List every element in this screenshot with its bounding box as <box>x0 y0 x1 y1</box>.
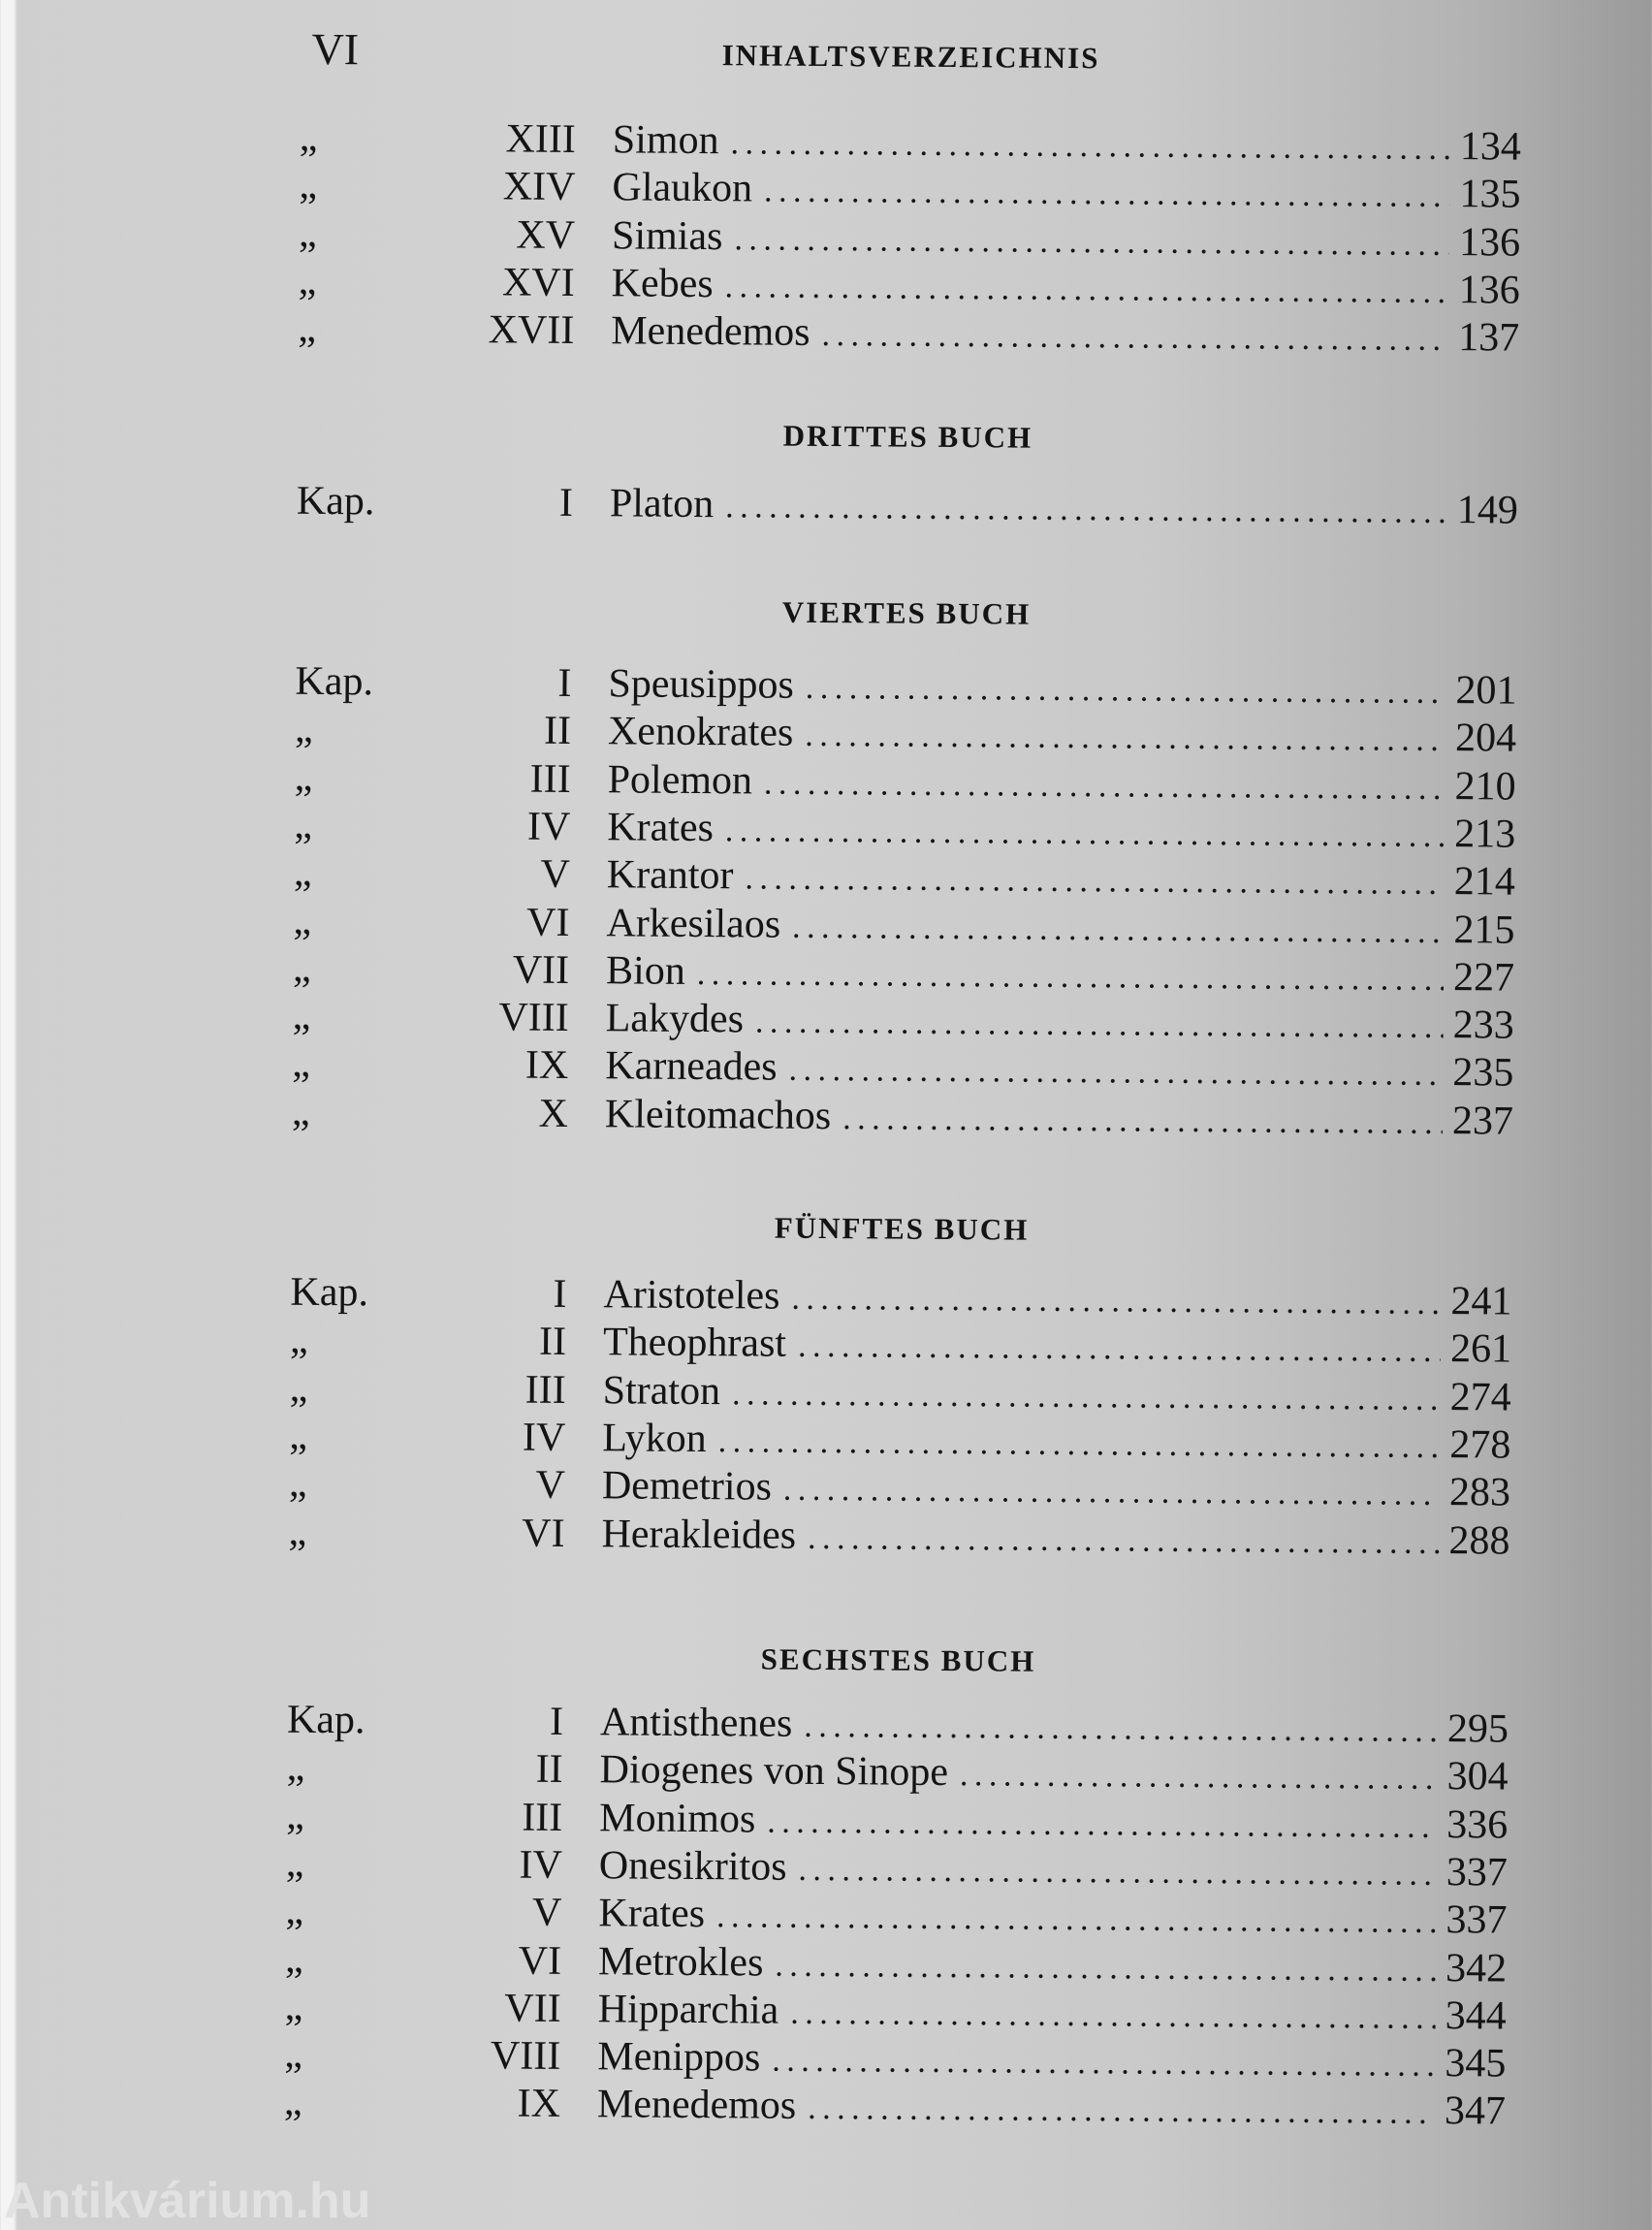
entry-title: Monimos <box>599 1795 756 1842</box>
page-number: 345 <box>1445 2041 1507 2087</box>
entry-title: Theophrast <box>602 1320 787 1367</box>
page-number: 137 <box>1458 315 1520 361</box>
entry-prefix: „ <box>298 305 317 352</box>
entry-prefix: „ <box>284 2031 303 2077</box>
entry-title: Hipparchia <box>597 1987 779 2033</box>
entry-title: Polemon <box>607 756 753 804</box>
dot-leader <box>772 2043 1435 2085</box>
entry-prefix: „ <box>288 1509 307 1554</box>
entry-title: Glaukon <box>612 165 753 211</box>
entry-prefix: „ <box>289 1317 308 1363</box>
entry-title: Simon <box>612 117 719 164</box>
entry-title: Krates <box>598 1891 706 1937</box>
page-number: 235 <box>1452 1050 1514 1096</box>
chapter-numeral: III <box>529 756 571 802</box>
entry-prefix: „ <box>284 1936 303 1982</box>
entry-prefix: Kap. <box>290 1269 369 1316</box>
dot-leader <box>764 174 1450 216</box>
page-number: 213 <box>1454 812 1516 857</box>
dot-leader <box>764 765 1446 808</box>
chapter-numeral: IX <box>524 1042 569 1089</box>
dot-leader <box>724 269 1448 311</box>
chapter-numeral: I <box>553 1271 567 1317</box>
dot-leader <box>821 317 1448 359</box>
chapter-numeral: XV <box>516 212 576 258</box>
dot-leader <box>808 1519 1440 1561</box>
dot-leader <box>767 1803 1437 1845</box>
entry-prefix: „ <box>294 802 313 847</box>
page-number: 233 <box>1452 1003 1514 1048</box>
entry-title: Onesikritos <box>598 1843 787 1890</box>
chapter-numeral: II <box>535 1747 563 1793</box>
entry-title: Karneades <box>605 1043 778 1091</box>
toc-entry <box>292 1088 1513 1145</box>
page-number: 227 <box>1452 954 1515 1001</box>
entry-title: Kebes <box>611 261 714 306</box>
entry-title: Menippos <box>597 2034 761 2081</box>
page-number: 135 <box>1459 172 1521 217</box>
entry-title: Speusippos <box>608 661 794 708</box>
page-number: 215 <box>1453 907 1515 953</box>
entry-prefix: „ <box>283 2080 302 2125</box>
dot-leader <box>755 1004 1444 1047</box>
chapter-numeral: VI <box>526 900 570 945</box>
chapter-numeral: IV <box>519 1842 563 1888</box>
entry-prefix: „ <box>285 1888 304 1934</box>
dot-leader <box>842 1100 1443 1142</box>
entry-title: Lykon <box>602 1416 707 1461</box>
entry-prefix: „ <box>284 1984 303 2029</box>
section-heading: VIERTES BUCH <box>781 594 1032 631</box>
entry-prefix: „ <box>299 163 318 208</box>
dot-leader <box>960 1757 1438 1798</box>
entry-prefix: „ <box>293 898 312 943</box>
entry-title: Arkesilaos <box>606 900 781 947</box>
entry-title: Diogenes von Sinope <box>599 1747 949 1796</box>
chapter-numeral: V <box>531 1890 562 1936</box>
page-number: 342 <box>1445 1945 1508 1991</box>
entry-title: Metrokles <box>597 1938 764 1986</box>
toc-entry <box>284 2079 1506 2136</box>
toc-entry <box>297 478 1518 535</box>
dot-leader <box>783 1472 1440 1513</box>
page-number: 134 <box>1459 124 1522 170</box>
dot-leader <box>791 1281 1441 1322</box>
chapter-numeral: V <box>535 1462 566 1509</box>
entry-prefix: Kap. <box>295 658 374 705</box>
chapter-numeral: VI <box>518 1938 562 1984</box>
dot-leader <box>805 717 1446 759</box>
entry-title: Herakleides <box>601 1511 797 1558</box>
page-number: 136 <box>1458 268 1520 313</box>
dot-leader <box>804 1708 1438 1750</box>
dot-leader <box>790 1995 1436 2037</box>
page-number: 344 <box>1445 1992 1507 2039</box>
dot-leader <box>792 908 1445 950</box>
chapter-numeral: VII <box>504 1986 561 2031</box>
entry-prefix: „ <box>292 945 311 991</box>
entry-title: Aristoteles <box>603 1272 780 1319</box>
page-number: 214 <box>1453 859 1516 905</box>
page-number: 237 <box>1451 1098 1514 1144</box>
chapter-numeral: I <box>558 480 574 526</box>
entry-title: Straton <box>602 1367 721 1414</box>
chapter-numeral: III <box>524 1367 566 1413</box>
chapter-numeral: VI <box>522 1511 565 1556</box>
entry-title: Krates <box>607 805 715 851</box>
dot-leader <box>808 2090 1435 2132</box>
page-number: 261 <box>1449 1326 1512 1372</box>
entry-prefix: Kap. <box>296 478 375 525</box>
chapter-numeral: II <box>538 1320 567 1365</box>
dot-leader <box>718 1423 1441 1466</box>
dot-leader <box>775 1947 1436 1989</box>
chapter-numeral: IX <box>517 2081 561 2127</box>
chapter-numeral: VIII <box>490 2033 561 2080</box>
chapter-numeral: V <box>540 851 571 898</box>
entry-prefix: „ <box>294 707 313 752</box>
entry-prefix: „ <box>286 1793 305 1838</box>
entry-title: Bion <box>605 948 685 994</box>
dot-leader <box>798 1852 1437 1894</box>
entry-prefix: „ <box>292 1041 311 1087</box>
page-number: 201 <box>1455 668 1517 714</box>
dot-leader <box>732 1376 1441 1418</box>
entry-prefix: „ <box>288 1460 307 1507</box>
entry-prefix: „ <box>289 1413 308 1458</box>
entry-title: Antisthenes <box>599 1700 793 1746</box>
chapter-numeral: IV <box>526 804 571 849</box>
entry-prefix: „ <box>298 258 317 303</box>
entry-title: Platon <box>609 481 715 527</box>
dot-leader <box>798 1328 1441 1370</box>
page-number: 204 <box>1454 716 1517 761</box>
chapter-numeral: XIV <box>502 164 576 210</box>
entry-prefix: „ <box>299 114 318 160</box>
entry-prefix: „ <box>291 1089 310 1134</box>
page-number: 274 <box>1449 1374 1511 1420</box>
toc-entry <box>298 305 1519 363</box>
entry-prefix: Kap. <box>286 1697 365 1743</box>
dot-leader <box>730 125 1450 168</box>
entry-prefix: „ <box>286 1744 305 1791</box>
page-number: 278 <box>1449 1421 1511 1468</box>
page-folio: VI <box>311 23 360 75</box>
page-number: 210 <box>1454 763 1516 810</box>
section-heading: DRITTES BUCH <box>782 418 1033 455</box>
chapter-numeral: II <box>543 709 572 754</box>
page-number: 295 <box>1446 1706 1509 1752</box>
entry-title: Menedemos <box>596 2082 797 2129</box>
dot-leader <box>697 956 1445 999</box>
chapter-numeral: X <box>538 1091 569 1136</box>
page-number: 304 <box>1446 1754 1509 1800</box>
page-number: 337 <box>1446 1849 1509 1896</box>
watermark: Antikvárium.hu <box>4 2173 371 2229</box>
dot-leader <box>716 1898 1437 1941</box>
entry-title: Xenokrates <box>607 709 794 756</box>
entry-title: Krantor <box>606 852 734 899</box>
entry-prefix: „ <box>293 849 312 896</box>
entry-prefix: „ <box>298 210 317 256</box>
chapter-numeral: XVI <box>501 260 575 305</box>
chapter-numeral: IV <box>522 1415 566 1460</box>
entry-title: Kleitomachos <box>604 1091 832 1138</box>
toc-entry <box>288 1508 1509 1565</box>
chapter-numeral: I <box>557 660 572 706</box>
page-number: 283 <box>1448 1470 1511 1515</box>
entry-title: Menedemos <box>611 308 810 356</box>
running-title: INHALTSVERZEICHNIS <box>721 38 1100 76</box>
chapter-numeral: XVII <box>488 307 575 354</box>
dot-leader <box>788 1052 1443 1094</box>
page-number: 336 <box>1446 1801 1509 1848</box>
chapter-numeral: XIII <box>505 116 577 162</box>
page-number: 241 <box>1450 1279 1512 1324</box>
page-number: 337 <box>1446 1897 1508 1943</box>
page-number: 347 <box>1444 2088 1507 2134</box>
chapter-numeral: III <box>522 1795 563 1840</box>
entry-title: Demetrios <box>601 1463 773 1510</box>
entry-prefix: „ <box>292 993 311 1038</box>
dot-leader <box>725 812 1446 855</box>
entry-prefix: „ <box>285 1840 304 1886</box>
dot-leader <box>725 489 1447 531</box>
entry-title: Lakydes <box>605 996 745 1042</box>
section-heading: SECHSTES BUCH <box>760 1641 1036 1678</box>
entry-prefix: „ <box>289 1365 308 1411</box>
dot-leader <box>806 670 1446 712</box>
dot-leader <box>745 861 1445 904</box>
entry-title: Simias <box>611 212 723 259</box>
section-heading: FÜNFTES BUCH <box>774 1210 1030 1247</box>
chapter-numeral: I <box>549 1699 564 1744</box>
chapter-numeral: VII <box>512 947 570 993</box>
dot-leader <box>734 221 1449 264</box>
page-number: 149 <box>1456 488 1519 533</box>
page-number: 136 <box>1458 219 1521 266</box>
entry-prefix: „ <box>294 754 313 800</box>
page-number: 288 <box>1448 1517 1510 1564</box>
chapter-numeral: VIII <box>498 995 569 1041</box>
